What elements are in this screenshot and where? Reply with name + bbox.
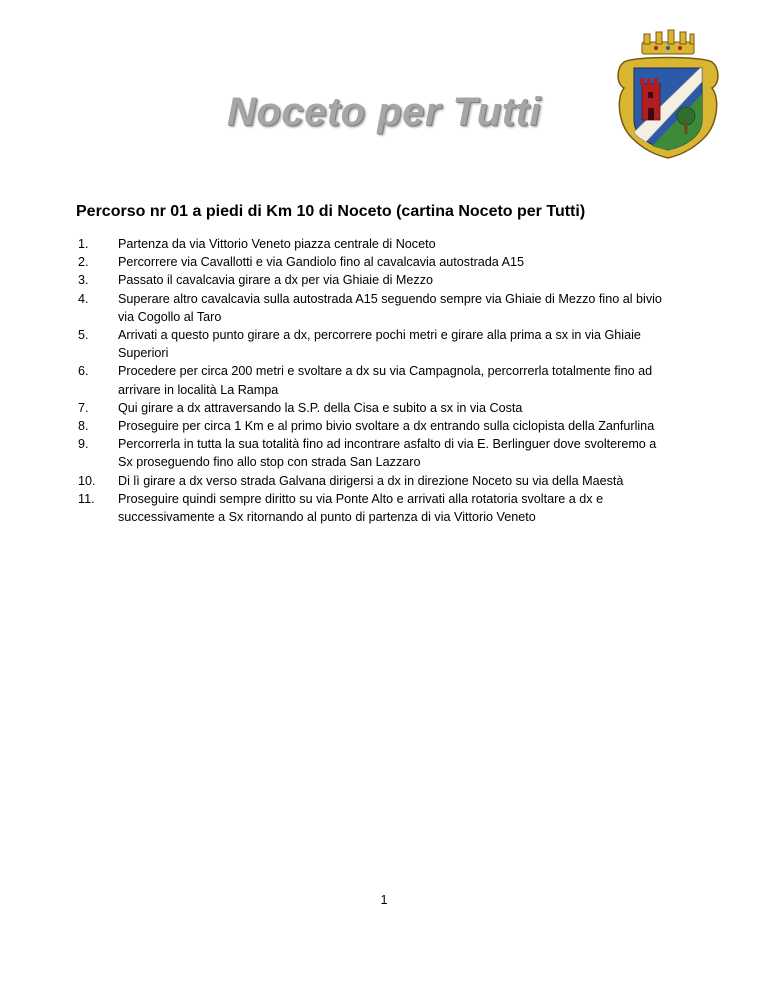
route-step — [78, 417, 698, 435]
route-step — [78, 435, 698, 471]
route-step — [78, 253, 698, 271]
crown-icon — [642, 30, 694, 54]
step-text-line: Percorrerla in tutta la sua totalità fino ad incontrare asfalto di via E. Berlinguer dove svolteremo a — [118, 437, 657, 452]
step-text-line: Superare altro cavalcavia sulla autostrada A15 seguendo sempre via Ghiaie di Mezzo fino al bivio — [118, 291, 662, 306]
route-step — [78, 326, 698, 362]
route-step — [78, 399, 698, 417]
page-number: 1 — [380, 893, 388, 907]
step-number: 6. — [78, 364, 89, 379]
step-text-line: Qui girare a dx attraversando la S.P. della Cisa e subito a sx in via Costa — [118, 400, 523, 415]
step-text-line: Sx proseguendo fino allo stop con strada San Lazzaro — [118, 455, 421, 470]
step-number: 7. — [78, 400, 89, 415]
step-text-line: Procedere per circa 200 metri e svoltare a dx su via Campagnola, percorrerla totalmente fino ad — [118, 364, 653, 379]
route-step — [78, 362, 698, 398]
step-text-line: successivamente a Sx ritornando al punto di partenza di via Vittorio Veneto — [118, 510, 536, 525]
route-step — [78, 235, 698, 253]
coat-of-arms-icon — [612, 28, 724, 160]
route-step — [78, 490, 698, 526]
route-step — [78, 271, 698, 289]
route-step — [78, 472, 698, 490]
route-step — [78, 290, 698, 326]
step-number: 10. — [78, 473, 96, 488]
step-number: 1. — [78, 237, 89, 251]
step-number: 8. — [78, 419, 89, 434]
route-steps-list — [78, 235, 698, 526]
step-text-line: Superiori — [118, 346, 169, 361]
step-text-line: via Cogollo al Taro — [118, 309, 222, 324]
step-text-line: Di lì girare a dx verso strada Galvana dirigersi a dx in direzione Noceto su via della Maestà — [118, 473, 624, 488]
step-number: 9. — [78, 437, 89, 452]
step-number: 4. — [78, 291, 89, 306]
step-number: 11. — [78, 491, 95, 506]
step-text-line: Partenza da via Vittorio Veneto piazza centrale di Noceto — [118, 237, 436, 251]
route-heading: Percorso nr 01 a piedi di Km 10 di Noceto (cartina Noceto per Tutti) — [76, 203, 586, 220]
step-text-line: Proseguire per circa 1 Km e al primo bivio svoltare a dx entrando sulla ciclopista della Zanfurlina — [118, 419, 655, 434]
step-text-line: Arrivati a questo punto girare a dx, percorrere pochi metri e girare alla prima a sx in via Ghiaie — [118, 328, 641, 343]
step-number: 3. — [78, 273, 89, 288]
step-number: 2. — [78, 255, 89, 270]
step-text-line: Proseguire quindi sempre diritto su via Ponte Alto e arrivati alla rotatoria svoltare a dx e — [118, 491, 604, 506]
step-text-line: Percorrere via Cavallotti e via Gandiolo fino al cavalcavia autostrada A15 — [118, 255, 525, 270]
step-number: 5. — [78, 328, 89, 343]
page-title: Noceto per Tutti — [227, 90, 541, 134]
step-text-line: arrivare in località La Rampa — [118, 382, 279, 397]
step-text-line: Passato il cavalcavia girare a dx per via Ghiaie di Mezzo — [118, 273, 433, 288]
